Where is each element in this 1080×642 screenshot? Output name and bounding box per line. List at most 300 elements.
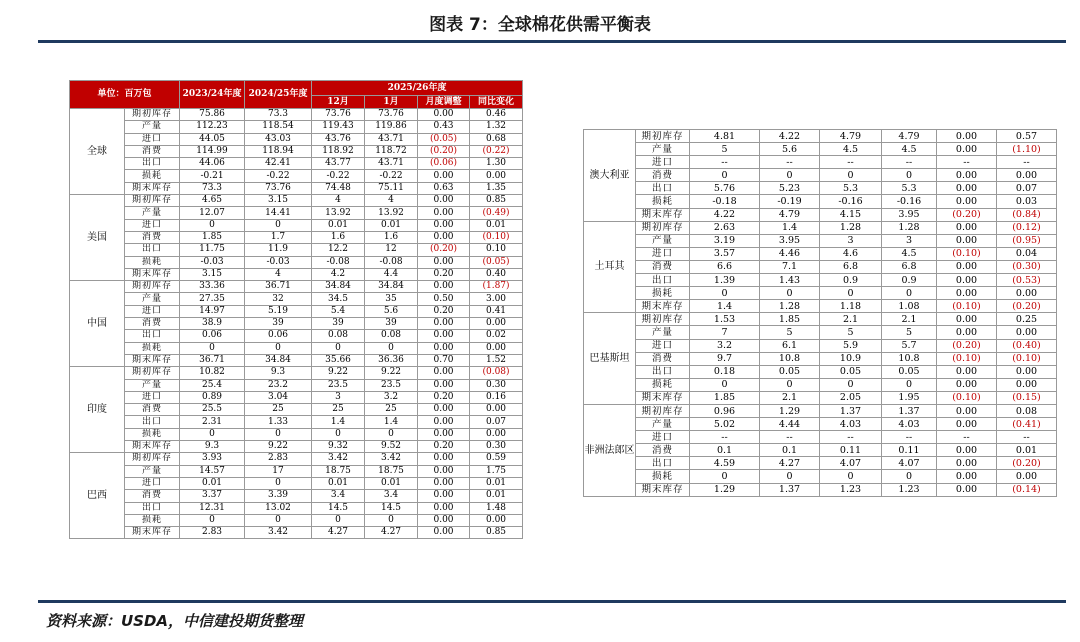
- value-cell: 2.05: [820, 391, 882, 404]
- value-cell: 6.1: [760, 339, 820, 352]
- item-label: 消费: [636, 352, 690, 365]
- item-label: 进口: [125, 391, 180, 403]
- value-cell: 18.75: [312, 465, 365, 477]
- item-label: 期末库存: [636, 300, 690, 313]
- table-row: [70, 231, 523, 243]
- value-cell: 0.00: [997, 287, 1057, 300]
- value-cell: 0.40: [470, 268, 523, 280]
- left-balance-table: [69, 80, 523, 539]
- value-cell: 0.20: [418, 305, 470, 317]
- value-cell: 0.10: [470, 244, 523, 256]
- value-cell: 0.46: [470, 109, 523, 121]
- value-cell: 1.85: [760, 313, 820, 326]
- value-cell: --: [882, 431, 937, 444]
- col-2023-24-header: 2023/24年度: [180, 81, 245, 109]
- value-cell: -0.16: [882, 195, 937, 208]
- value-cell: 1.4: [760, 221, 820, 234]
- value-cell: 14.57: [180, 465, 245, 477]
- item-label: 期初库存: [125, 281, 180, 293]
- table-row: [584, 404, 1057, 417]
- value-cell: 0.00: [418, 502, 470, 514]
- value-cell: 3.15: [180, 268, 245, 280]
- value-cell: 1.43: [760, 274, 820, 287]
- value-cell: 0: [180, 219, 245, 231]
- item-label: 产量: [125, 121, 180, 133]
- value-cell: 0.08: [312, 330, 365, 342]
- value-cell: 0.25: [997, 313, 1057, 326]
- value-cell: 0: [882, 287, 937, 300]
- value-cell: 4.07: [820, 457, 882, 470]
- value-cell: 0.00: [937, 457, 997, 470]
- value-cell: 7.1: [760, 260, 820, 273]
- col-jan-header: 1月: [365, 96, 418, 109]
- table-row: [70, 207, 523, 219]
- item-label: 期末库存: [125, 268, 180, 280]
- value-cell: -0.16: [820, 195, 882, 208]
- value-cell: 0: [760, 287, 820, 300]
- item-label: 出口: [636, 365, 690, 378]
- col-2025-26-group-header: 2025/26年度: [312, 81, 523, 96]
- item-label: 出口: [636, 457, 690, 470]
- value-cell: 3.00: [470, 293, 523, 305]
- value-cell: 0.20: [418, 441, 470, 453]
- value-cell: (0.10): [470, 231, 523, 243]
- value-cell: (0.12): [997, 221, 1057, 234]
- value-cell: 25: [312, 404, 365, 416]
- region-name: 非洲法郎区: [584, 404, 636, 496]
- value-cell: 5.3: [820, 182, 882, 195]
- value-cell: 9.3: [245, 367, 312, 379]
- value-cell: 0.00: [418, 465, 470, 477]
- value-cell: 0.30: [470, 441, 523, 453]
- top-rule: [38, 40, 1066, 43]
- value-cell: 0.01: [365, 219, 418, 231]
- item-label: 产量: [636, 326, 690, 339]
- value-cell: 1.7: [245, 231, 312, 243]
- value-cell: 0.11: [882, 444, 937, 457]
- value-cell: 13.02: [245, 502, 312, 514]
- value-cell: 39: [245, 318, 312, 330]
- value-cell: 4.79: [882, 130, 937, 143]
- region-name: 巴西: [70, 453, 125, 539]
- value-cell: 0: [690, 470, 760, 483]
- value-cell: 3.93: [180, 453, 245, 465]
- value-cell: 4.81: [690, 130, 760, 143]
- table-row: [70, 219, 523, 231]
- value-cell: 14.5: [312, 502, 365, 514]
- value-cell: (0.10): [937, 247, 997, 260]
- value-cell: 0.30: [470, 379, 523, 391]
- item-label: 损耗: [636, 287, 690, 300]
- value-cell: (0.10): [937, 300, 997, 313]
- region-name: 土耳其: [584, 221, 636, 313]
- value-cell: 0.00: [470, 342, 523, 354]
- value-cell: (0.05): [470, 256, 523, 268]
- item-label: 期初库存: [125, 109, 180, 121]
- value-cell: 0: [245, 514, 312, 526]
- value-cell: 3: [312, 391, 365, 403]
- value-cell: 25.5: [180, 404, 245, 416]
- value-cell: 0.00: [997, 470, 1057, 483]
- table-row: [70, 465, 523, 477]
- value-cell: 35.66: [312, 354, 365, 366]
- value-cell: 0.00: [418, 404, 470, 416]
- item-label: 期初库存: [636, 221, 690, 234]
- value-cell: 73.3: [245, 109, 312, 121]
- value-cell: 6.6: [690, 260, 760, 273]
- value-cell: 0: [690, 287, 760, 300]
- value-cell: 5.6: [365, 305, 418, 317]
- value-cell: 0.00: [937, 404, 997, 417]
- item-label: 产量: [125, 207, 180, 219]
- value-cell: -0.22: [365, 170, 418, 182]
- value-cell: 13.92: [365, 207, 418, 219]
- table-row: [584, 444, 1057, 457]
- item-label: 期初库存: [636, 313, 690, 326]
- value-cell: (0.20): [418, 145, 470, 157]
- value-cell: 0.00: [418, 416, 470, 428]
- value-cell: 0.00: [997, 169, 1057, 182]
- value-cell: 0.00: [418, 477, 470, 489]
- value-cell: 0: [180, 514, 245, 526]
- value-cell: 4.5: [882, 247, 937, 260]
- value-cell: 4.22: [690, 208, 760, 221]
- item-label: 产量: [636, 143, 690, 156]
- table-row: [70, 453, 523, 465]
- item-label: 期初库存: [125, 195, 180, 207]
- value-cell: 1.29: [760, 404, 820, 417]
- table-row: [584, 470, 1057, 483]
- table-row: [584, 313, 1057, 326]
- value-cell: 118.92: [312, 145, 365, 157]
- table-row: [70, 428, 523, 440]
- value-cell: 3.15: [245, 195, 312, 207]
- item-label: 进口: [636, 247, 690, 260]
- value-cell: 14.97: [180, 305, 245, 317]
- value-cell: 10.8: [760, 352, 820, 365]
- value-cell: (1.87): [470, 281, 523, 293]
- value-cell: 9.7: [690, 352, 760, 365]
- item-label: 损耗: [125, 256, 180, 268]
- table-row: [70, 379, 523, 391]
- item-label: 进口: [125, 219, 180, 231]
- value-cell: 9.22: [312, 367, 365, 379]
- value-cell: 2.31: [180, 416, 245, 428]
- region-name: 中国: [70, 281, 125, 367]
- value-cell: 0.00: [470, 514, 523, 526]
- value-cell: (0.08): [470, 367, 523, 379]
- value-cell: --: [690, 156, 760, 169]
- value-cell: 11.75: [180, 244, 245, 256]
- item-label: 期末库存: [125, 527, 180, 539]
- item-label: 消费: [125, 231, 180, 243]
- value-cell: 0: [882, 378, 937, 391]
- value-cell: 0.00: [937, 221, 997, 234]
- value-cell: -0.19: [760, 195, 820, 208]
- table-row: [70, 244, 523, 256]
- value-cell: 33.36: [180, 281, 245, 293]
- item-label: 出口: [125, 158, 180, 170]
- value-cell: 5.19: [245, 305, 312, 317]
- page-title: 图表 7：全球棉花供需平衡表: [429, 15, 651, 35]
- value-cell: 13.92: [312, 207, 365, 219]
- value-cell: 0.01: [312, 477, 365, 489]
- table-row: [584, 195, 1057, 208]
- value-cell: 39: [365, 318, 418, 330]
- value-cell: (0.05): [418, 133, 470, 145]
- table-row: [584, 169, 1057, 182]
- item-label: 损耗: [125, 342, 180, 354]
- table-row: [584, 130, 1057, 143]
- value-cell: 118.54: [245, 121, 312, 133]
- table-row: [70, 477, 523, 489]
- value-cell: 3.42: [312, 453, 365, 465]
- table-row: [70, 182, 523, 194]
- value-cell: --: [690, 431, 760, 444]
- table-row: [584, 287, 1057, 300]
- value-cell: 0.00: [937, 274, 997, 287]
- table-row: [70, 281, 523, 293]
- table-row: [70, 404, 523, 416]
- table-row: [70, 170, 523, 182]
- value-cell: (0.20): [997, 457, 1057, 470]
- value-cell: 0.41: [470, 305, 523, 317]
- value-cell: -0.03: [245, 256, 312, 268]
- value-cell: 0.00: [418, 170, 470, 182]
- value-cell: 5.7: [882, 339, 937, 352]
- table-row: [70, 318, 523, 330]
- table-row: [584, 431, 1057, 444]
- value-cell: 1.4: [365, 416, 418, 428]
- value-cell: 0: [820, 169, 882, 182]
- value-cell: 1.32: [470, 121, 523, 133]
- value-cell: 1.08: [882, 300, 937, 313]
- value-cell: 43.71: [365, 133, 418, 145]
- value-cell: 18.75: [365, 465, 418, 477]
- value-cell: 2.1: [820, 313, 882, 326]
- value-cell: 0.01: [365, 477, 418, 489]
- value-cell: 0.03: [997, 195, 1057, 208]
- value-cell: 75.11: [365, 182, 418, 194]
- value-cell: 43.03: [245, 133, 312, 145]
- table-row: [584, 326, 1057, 339]
- item-label: 进口: [636, 431, 690, 444]
- value-cell: 2.63: [690, 221, 760, 234]
- value-cell: 0: [312, 428, 365, 440]
- value-cell: 6.8: [820, 260, 882, 273]
- value-cell: 42.41: [245, 158, 312, 170]
- value-cell: 0: [365, 428, 418, 440]
- item-label: 消费: [125, 145, 180, 157]
- value-cell: 34.84: [245, 354, 312, 366]
- value-cell: 119.43: [312, 121, 365, 133]
- value-cell: 9.52: [365, 441, 418, 453]
- value-cell: 1.28: [882, 221, 937, 234]
- table-row: [70, 391, 523, 403]
- value-cell: 34.5: [312, 293, 365, 305]
- value-cell: 0.9: [820, 274, 882, 287]
- value-cell: 1.28: [820, 221, 882, 234]
- value-cell: (0.95): [997, 234, 1057, 247]
- value-cell: 73.3: [180, 182, 245, 194]
- value-cell: --: [937, 431, 997, 444]
- value-cell: -0.08: [365, 256, 418, 268]
- table-row: [584, 300, 1057, 313]
- value-cell: 0: [365, 342, 418, 354]
- table-row: [584, 143, 1057, 156]
- value-cell: --: [820, 156, 882, 169]
- value-cell: 0.00: [470, 318, 523, 330]
- value-cell: 12: [365, 244, 418, 256]
- value-cell: 0.00: [997, 378, 1057, 391]
- value-cell: 4: [245, 268, 312, 280]
- item-label: 期初库存: [125, 453, 180, 465]
- value-cell: 4.5: [882, 143, 937, 156]
- value-cell: 112.23: [180, 121, 245, 133]
- value-cell: 17: [245, 465, 312, 477]
- table-row: [70, 268, 523, 280]
- value-cell: 1.29: [690, 483, 760, 496]
- value-cell: --: [937, 156, 997, 169]
- value-cell: 11.9: [245, 244, 312, 256]
- table-row: [70, 305, 523, 317]
- value-cell: 0.00: [937, 365, 997, 378]
- value-cell: 4.4: [365, 268, 418, 280]
- value-cell: (0.10): [937, 391, 997, 404]
- value-cell: 0.00: [470, 428, 523, 440]
- value-cell: 0: [820, 287, 882, 300]
- value-cell: 0.89: [180, 391, 245, 403]
- col-dec-header: 12月: [312, 96, 365, 109]
- value-cell: --: [760, 431, 820, 444]
- value-cell: 118.94: [245, 145, 312, 157]
- item-label: 期末库存: [125, 182, 180, 194]
- value-cell: 4.27: [760, 457, 820, 470]
- value-cell: 25: [245, 404, 312, 416]
- value-cell: 0.01: [997, 444, 1057, 457]
- bottom-rule: [38, 600, 1066, 603]
- item-label: 出口: [125, 244, 180, 256]
- item-label: 损耗: [636, 470, 690, 483]
- value-cell: 0.11: [820, 444, 882, 457]
- value-cell: 0: [882, 470, 937, 483]
- table-row: [584, 247, 1057, 260]
- value-cell: 0.00: [418, 428, 470, 440]
- value-cell: 35: [365, 293, 418, 305]
- value-cell: 2.1: [882, 313, 937, 326]
- item-label: 产量: [636, 418, 690, 431]
- table-row: [584, 260, 1057, 273]
- value-cell: 0.04: [997, 247, 1057, 260]
- value-cell: 12.07: [180, 207, 245, 219]
- value-cell: 3.42: [245, 527, 312, 539]
- value-cell: 2.83: [180, 527, 245, 539]
- value-cell: 0.05: [760, 365, 820, 378]
- value-cell: 0.20: [418, 391, 470, 403]
- item-label: 期初库存: [636, 130, 690, 143]
- value-cell: 12.31: [180, 502, 245, 514]
- value-cell: 0.16: [470, 391, 523, 403]
- value-cell: 0.05: [882, 365, 937, 378]
- value-cell: 5.9: [820, 339, 882, 352]
- table-row: [70, 502, 523, 514]
- value-cell: 0.1: [760, 444, 820, 457]
- value-cell: 4.22: [760, 130, 820, 143]
- value-cell: (0.20): [418, 244, 470, 256]
- value-cell: --: [997, 431, 1057, 444]
- region-name: 印度: [70, 367, 125, 453]
- value-cell: (0.41): [997, 418, 1057, 431]
- value-cell: 4.15: [820, 208, 882, 221]
- value-cell: 4: [312, 195, 365, 207]
- value-cell: (1.10): [997, 143, 1057, 156]
- col-2024-25-header: 2024/25年度: [245, 81, 312, 109]
- value-cell: 1.52: [470, 354, 523, 366]
- value-cell: 3.2: [365, 391, 418, 403]
- item-label: 消费: [636, 444, 690, 457]
- value-cell: -0.08: [312, 256, 365, 268]
- table-row: [584, 352, 1057, 365]
- value-cell: 0.00: [418, 453, 470, 465]
- table-row: [70, 441, 523, 453]
- item-label: 进口: [125, 305, 180, 317]
- item-label: 损耗: [636, 378, 690, 391]
- table-row: [70, 367, 523, 379]
- table-row: [70, 490, 523, 502]
- value-cell: 0.70: [418, 354, 470, 366]
- value-cell: 118.72: [365, 145, 418, 157]
- value-cell: 25: [365, 404, 418, 416]
- value-cell: 1.35: [470, 182, 523, 194]
- value-cell: 0.00: [470, 404, 523, 416]
- value-cell: 3.4: [312, 490, 365, 502]
- value-cell: 114.99: [180, 145, 245, 157]
- value-cell: 0.00: [937, 195, 997, 208]
- value-cell: 1.75: [470, 465, 523, 477]
- value-cell: 6.8: [882, 260, 937, 273]
- value-cell: 38.9: [180, 318, 245, 330]
- value-cell: 0.00: [937, 260, 997, 273]
- item-label: 损耗: [636, 195, 690, 208]
- value-cell: 1.53: [690, 313, 760, 326]
- value-cell: 1.18: [820, 300, 882, 313]
- item-label: 进口: [636, 156, 690, 169]
- value-cell: 4.79: [760, 208, 820, 221]
- table-row: [70, 133, 523, 145]
- value-cell: 0.00: [418, 231, 470, 243]
- value-cell: 4.07: [882, 457, 937, 470]
- value-cell: (0.06): [418, 158, 470, 170]
- table-row: [70, 145, 523, 157]
- value-cell: 74.48: [312, 182, 365, 194]
- value-cell: 0.00: [937, 378, 997, 391]
- value-cell: 9.32: [312, 441, 365, 453]
- value-cell: 0: [690, 378, 760, 391]
- value-cell: 0.05: [820, 365, 882, 378]
- value-cell: 0.06: [180, 330, 245, 342]
- value-cell: 0.00: [937, 444, 997, 457]
- table-row: [70, 354, 523, 366]
- value-cell: 4.65: [180, 195, 245, 207]
- value-cell: --: [820, 431, 882, 444]
- value-cell: 0.00: [418, 256, 470, 268]
- value-cell: 0.00: [418, 219, 470, 231]
- value-cell: (0.15): [997, 391, 1057, 404]
- item-label: 期末库存: [636, 208, 690, 221]
- value-cell: 1.95: [882, 391, 937, 404]
- value-cell: 0.01: [470, 477, 523, 489]
- value-cell: 36.36: [365, 354, 418, 366]
